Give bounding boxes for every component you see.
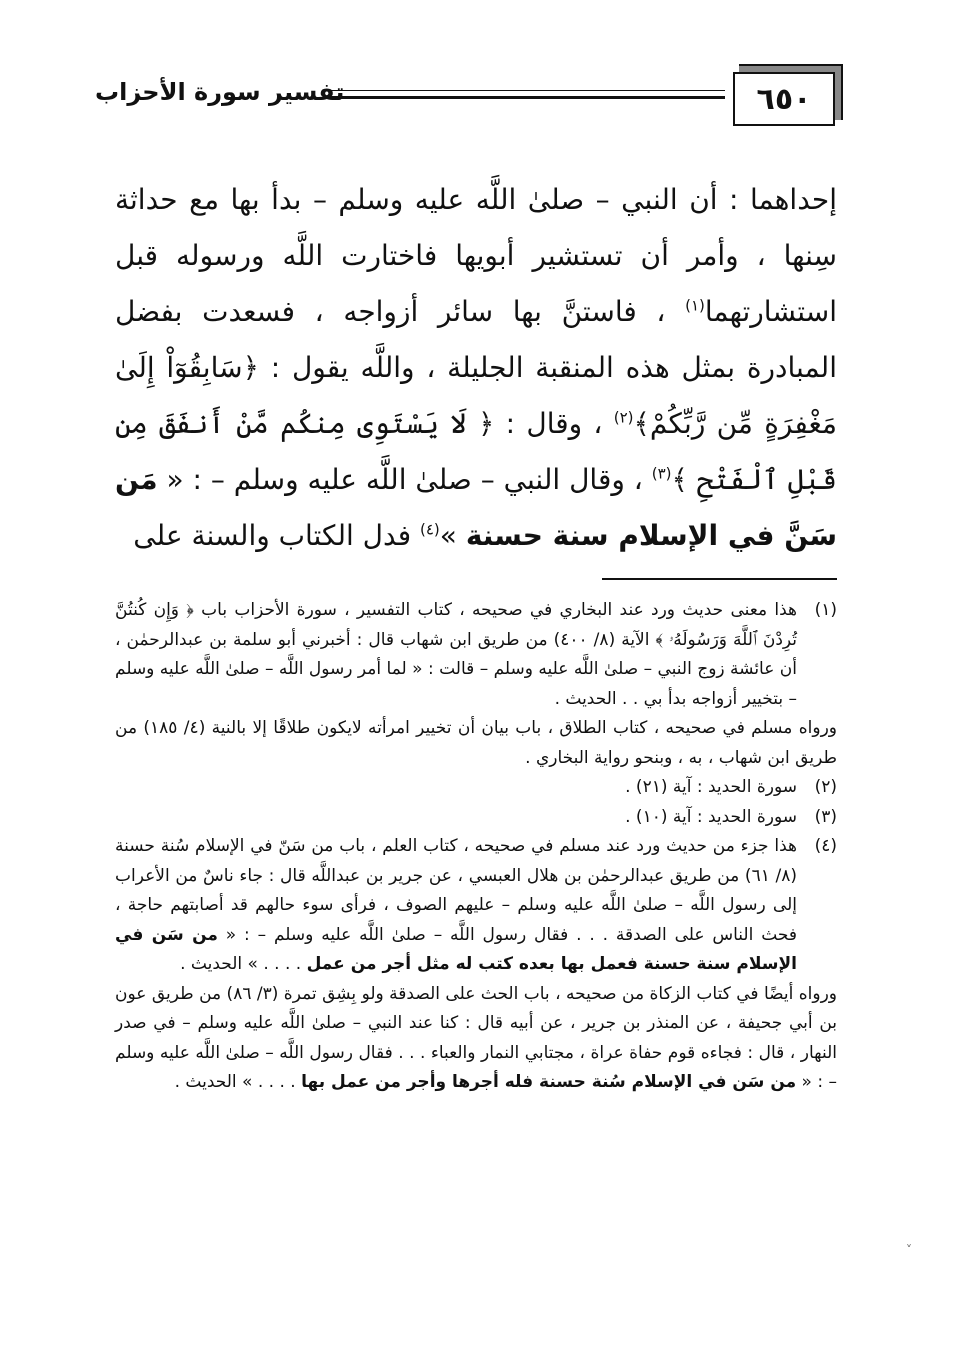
footnote (115, 832, 837, 980)
page-header (95, 62, 835, 132)
footnote-separator (602, 578, 837, 580)
hadith-quote: مَن سَنَّ في الإسلام سنة حسنة (115, 463, 837, 552)
text-segment: ، وقال النبي – صلىٰ اللَّه عليه وسلم – : « (157, 463, 652, 496)
header-rule-thick (330, 96, 725, 99)
footnote-text-main: هذا معنى حديث ورد عند البخاري في صحيحه ، كتاب التفسير ، سورة الأحزاب باب ﴿ وَإِن كُنتُنَّ تُرِدْنَ ٱللَّهَ وَرَسُولَهُۥ ﴾ الآية (٨/ ٤٠٠) من طريق ابن شهاب قال : أخبرني أبو سلمة بن عبدالرحمٰن ، أن عائشة زوج النبي – صلىٰ اللَّه عليه وسلم – قالت : « لما أمر رسول اللَّه – صلىٰ اللَّه عليه وسلم – بتخيير أزواجه بدأ بي . . الحديث . (115, 600, 798, 709)
footnote (115, 596, 837, 714)
footnote-text (115, 596, 797, 714)
footnote-text-main: . . . . » الحديث . (174, 1072, 302, 1092)
text-segment: فدل الكتاب والسنة على (133, 519, 420, 552)
footnote-number: (٣) (814, 806, 837, 827)
text-segment: » (439, 519, 466, 552)
footnote-text: سورة الحديد : آية (١٠) . (625, 806, 797, 827)
footnote-text-main: ورواه أيضًا في كتاب الزكاة من صحيحه ، باب الحث على الصدقة ولو بِشِق تمرة (٣/ ٨٦) من طريق عون بن أبي جحيفة ، عن المنذر بن جرير ، عن أبيه قال : كنا عند النبي – صلىٰ اللَّه عليه وسلم – في صدر النهار ، قال : فجاءه قوم حفاة عراة ، مجتابي النمار والعباء . . . فقال رسول اللَّه – صلىٰ اللَّه عليه وسلم – : « (115, 983, 837, 1092)
footnote-number: (١) (814, 600, 837, 620)
footnote-text: سورة الحديد : آية (٢١) . (625, 777, 797, 797)
page-number: ٦٥٠ (733, 72, 835, 126)
footnote-ref: (١) (685, 296, 705, 315)
text-segment: ، فاستنَّ بها سائر أزواجه ، فسعدت بفضل المبادرة بمثل هذه المنقبة الجليلة ، واللَّه يقول : (115, 295, 837, 384)
footnotes (115, 596, 837, 1098)
main-paragraph (115, 172, 837, 564)
text-segment: ، وقال : (494, 407, 614, 440)
footnote-ref: (٣) (651, 464, 672, 483)
footnote (115, 773, 837, 803)
book-title: تفسير سورة الأحزاب (95, 78, 345, 106)
footnote-ref: (٤) (420, 520, 440, 539)
footnote-number: (٤) (814, 836, 837, 856)
footnote-ref: (٢) (613, 408, 634, 427)
footnote-text (115, 832, 797, 980)
footnote-number: (٢) (814, 777, 837, 797)
quran-verse: ﴿سَابِقُوٓاْ إِلَىٰ مَغْفِرَةٍ مِّن رَّبِّكُمْ﴾ (115, 351, 837, 440)
hadith-quote: من سَن في الإسلام سنة حسنة فعمل بها بعده كتب له مثل أجر من عمل (115, 924, 797, 974)
footnote-text-main: هذا جزء من حديث ورد عند مسلم في صحيحه ، كتاب العلم ، باب من سَنّ في الإسلام سُنة حسنة (٨/ ٦١) من طريق عبدالرحمٰن بن هلال العبسي ، عن جرير بن عبداللَّه قال : جاء ناسٌ من الأعراب إلى رسول اللَّه – صلىٰ اللَّه عليه وسلم – عليهم الصوف ، فرأى سوء حالهم قد أصابتهم حاجة ، فحث الناس على الصدقة . . . فقال رسول اللَّه – صلىٰ اللَّه عليه وسلم – : « (115, 836, 797, 945)
footnote-text-main: . . . . » الحديث . (180, 954, 307, 974)
hadith-quote: من سَن في الإسلام سُنة حسنة فله أجرها وأجر من عمل بها (301, 1072, 797, 1092)
header-rule (330, 90, 725, 91)
footnote (115, 803, 837, 833)
page-end-mark: ˅ (906, 1243, 912, 1257)
footnote-continuation (115, 980, 837, 1098)
footnote-continuation: ورواه مسلم في صحيحه ، كتاب الطلاق ، باب بيان أن تخيير امرأته لايكون طلاقًا إلا بالنية (٤/ ١٨٥) من طريق ابن شهاب ، به ، وبنحو رواية البخاري . (115, 718, 838, 768)
text-segment: إحداهما : أن النبي – صلىٰ اللَّه عليه وسلم – بدأ بها مع حداثة سِنها ، وأمر أن تستشير أبويها فاختارت اللَّه ورسوله قبل استشارتهما (115, 183, 837, 328)
quran-verse: ﴿ لَا يَسْتَوِى مِنكُم مَّنْ أَنفَقَ مِن قَبْلِ ٱلْفَتْحِ ﴾ (115, 407, 837, 496)
